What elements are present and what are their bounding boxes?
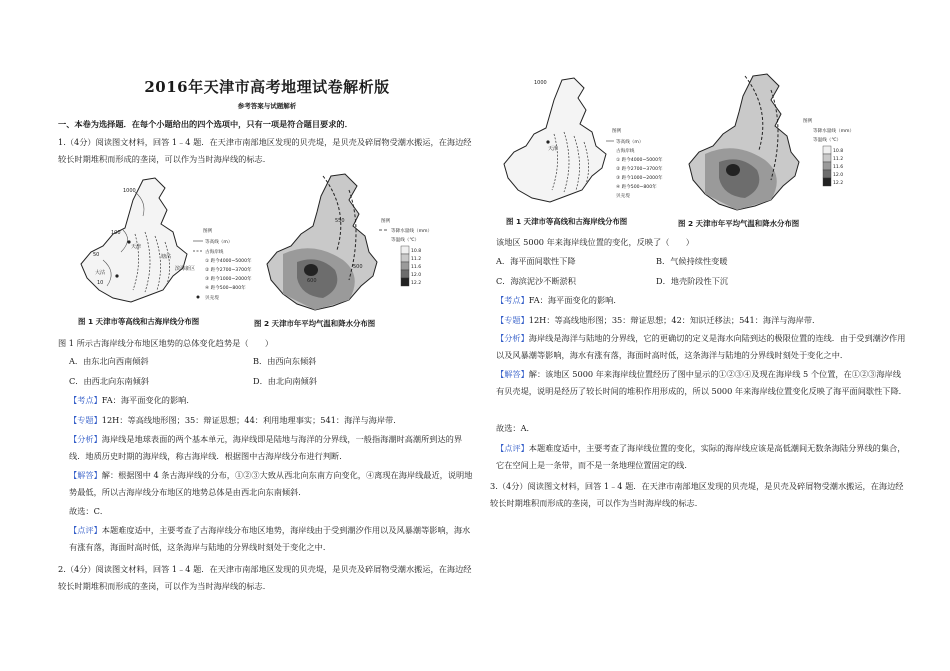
page-title: 2016年天津市高考地理试卷解析版 <box>144 78 390 96</box>
q1-stem: 1.（4分）阅读图文材料，回答 1﹣4 题．在天津市南部地区发现的贝壳堤，是贝壳及碎屑物受潮水搬运，在海边经较长时期堆积而形成的垄岗，可以作为当时海岸线的标志． <box>58 137 472 164</box>
q2-dianping <box>496 440 908 474</box>
fig2r-legend-t2: 11.2 <box>833 157 844 162</box>
fig1-legend-coast: 古海岸线 <box>205 250 224 255</box>
fig2-legend-t1: 10.8 <box>411 249 422 254</box>
q2-stem: 2.（4分）阅读图文材料，回答 1﹣4 题．在天津市南部地区发现的贝壳堤，是贝壳及碎屑物受潮水搬运，在海边经较长时期堆积而形成的垄岗，可以作为当时海岸线的标志． <box>58 564 472 591</box>
fig2-caption: 图 2 天津市年平均气温和降水分布图 <box>254 319 376 328</box>
q1-option-b: B．由西向东倾斜 <box>253 356 317 366</box>
q3-stem: 3.（4分）阅读图文材料，回答 1﹣4 题．在天津市南部地区发现的贝壳堤，是贝壳及碎屑物受潮水搬运，在海边经较长时期堆积而形成的垄岗，可以作为当时海岸线的标志． <box>490 481 904 508</box>
q2-answer: 故选：A． <box>496 423 535 433</box>
fig2-caption-r: 图 2 天津市年平均气温和降水分布图 <box>678 219 800 228</box>
contour-label-50: 50 <box>93 252 100 258</box>
contour-label-1000: 1000 <box>123 188 136 194</box>
fig1-caption: 图 1 天津市等高线和古海岸线分布图 <box>78 317 200 326</box>
fig2-legend-title: 图例 <box>381 219 391 224</box>
fig2r-legend-title: 图例 <box>803 119 813 124</box>
q2-kaodian-tag: 【考点】 <box>496 295 529 305</box>
q1-jieda-text: 解：根据图中 4 条古海岸线的分布，①②③大致从西北向东南方向变化，④离现在海岸线最近，说明地势最低，所以古海岸线分布地区的地势总体是由西北向东南倾斜． <box>69 470 473 497</box>
q1-option-d: D．由北向南倾斜 <box>253 376 317 386</box>
fig1-legend-title: 图例 <box>203 229 213 234</box>
contour-label-1000-r: 1000 <box>534 80 547 86</box>
fig1r-legend-title: 图例 <box>612 129 622 134</box>
fig1r-legend-1: ① 距今4000~5000年 <box>616 158 663 163</box>
place-binhai: 滨海新区 <box>175 266 196 272</box>
q1-zhuanti <box>69 412 476 429</box>
fig1-contour-map <box>73 172 255 312</box>
fig2r-legend-temp: 等温线（℃） <box>813 138 842 143</box>
contour-label-10: 10 <box>97 280 104 286</box>
q1-kaodian <box>69 392 476 409</box>
q1-kaodian-text: FA：海平面变化的影响． <box>101 395 195 405</box>
q2-dianping-tag: 【点评】 <box>496 443 529 453</box>
place-dagu: 大沽 <box>95 270 106 276</box>
fig2r-legend-t3: 11.6 <box>833 165 844 170</box>
precip-value-550: 550 <box>335 218 345 224</box>
fig2r-legend-precip: 等降水量线（mm） <box>813 129 855 134</box>
q2-dianping-text: 本题难度适中，主要考查了海岸线位置的变化，实际的海岸线应该是高低潮间无数条海陆分界线的集合，它在空间上是一条带，而不是一条地理位置固定的线． <box>496 443 906 470</box>
fig2-climate-map-repeat <box>675 70 855 214</box>
precip-value-500: 500 <box>353 264 363 270</box>
fig1-contour-map-repeat <box>500 72 670 214</box>
fig2r-legend-t5: 12.2 <box>833 181 844 186</box>
fig2r-legend-t4: 12.0 <box>833 173 844 178</box>
q2-option-d: D．地壳阶段性下沉 <box>656 276 729 286</box>
q1-question: 图 1 所示古海岸线分布地区地势的总体变化趋势是（ ） <box>58 338 274 348</box>
fig1-legend-4: ④ 距今500~800年 <box>205 286 246 291</box>
fig1r-legend-4: ④ 距今500~800年 <box>616 185 657 190</box>
fig1r-legend-3: ③ 距今1000~2000年 <box>616 176 663 181</box>
q2-jieda-text: 解：该地区 5000 年来海岸线位置经历了图中显示的①②③④及现在海岸线 5 个位置，在①②③海岸线有贝壳堤，说明是经历了较长时间的堆积作用形成的，所以 5000 年来海岸线位置变化反映了海平面间歇性下降． <box>496 369 907 396</box>
fig1-legend-2: ② 距今2700~3700年 <box>205 268 252 273</box>
q1-option-a: A．由东北向西南倾斜 <box>69 356 149 366</box>
q1-fenxi <box>69 431 476 465</box>
fig1-legend-contour: 等高线（m） <box>205 240 233 245</box>
fig1-legend-3: ③ 距今1000~2000年 <box>205 277 252 282</box>
q2-jieda <box>496 366 908 400</box>
q1-kaodian-tag: 【考点】 <box>69 395 102 405</box>
q2-zhuanti-tag: 【专题】 <box>496 315 529 325</box>
q2-fenxi-text: 海岸线是海洋与陆地的分界线，它的更确切的定义是海水向陆到达的极限位置的连线．由于受到潮汐作用以及风暴潮等影响，海水有涨有落，海面时高时低，这条海洋与陆地的分界线时刻处于变化之中． <box>496 333 906 360</box>
q1-option-c: C．由西北向东南倾斜 <box>69 376 149 386</box>
page-subtitle: 参考答案与试题解析 <box>237 102 297 110</box>
fig2-legend-t2: 11.2 <box>411 257 422 262</box>
fig2-legend-precip: 等降水量线（mm） <box>391 229 433 234</box>
q2-kaodian-text: FA：海平面变化的影响． <box>528 295 622 305</box>
place-tianjin: 天津 <box>131 244 142 250</box>
fig2-legend <box>379 217 432 286</box>
fig2-legend-r <box>803 117 854 186</box>
q1-dianping-tag: 【点评】 <box>69 525 102 535</box>
q2-zhuanti <box>496 312 908 329</box>
q1-fenxi-text: 海岸线是地球表面的两个基本单元，海岸线即是陆地与海洋的分界线，一般指海潮时高潮所到达的界线．地质历史时期的海岸线，称古海岸线．根据图中古海岸线分布进行判断． <box>69 434 463 461</box>
fig1r-legend-2: ② 距今2700~3700年 <box>616 167 663 172</box>
section-heading: 一、本卷为选择题．在每个小题给出的四个选项中，只有一项是符合题目要求的． <box>58 119 353 129</box>
q1-dianping-text: 本题难度适中，主要考查了古海岸线分布地区地势，海岸线由于受到潮汐作用以及风暴潮等影响，海水有涨有落，海面时高时低，这条海岸与陆地的分界线时刻处于变化之中． <box>69 525 471 552</box>
q1-zhuanti-text: 12H：等高线地形图；35：辩证思想；44：利用地理事实；541：海洋与海岸带． <box>101 415 402 425</box>
fig1-legend-shell: 贝壳堤 <box>205 296 219 301</box>
precip-value-600: 600 <box>307 278 317 284</box>
fig1r-legend-shell: 贝壳堤 <box>616 194 630 199</box>
q1-zhuanti-tag: 【专题】 <box>69 415 102 425</box>
q2-fenxi <box>496 330 908 364</box>
q1-dianping <box>69 522 476 556</box>
fig1r-legend-coast: 古海岸线 <box>616 149 635 154</box>
fig2-legend-t5: 12.2 <box>411 281 422 286</box>
q2-option-c: C．海滨泥沙不断淤积 <box>496 276 576 286</box>
q2-option-a: A．海平面间歇性下降 <box>496 256 576 266</box>
fig1-legend <box>193 227 252 301</box>
q2-option-b: B．气候持续性变暖 <box>656 256 728 266</box>
q1-answer: 故选：C． <box>69 506 109 516</box>
q2-zhuanti-text: 12H：等高线地形图；35：辩证思想；42：知识迁移法；541：海洋与海岸带． <box>528 315 821 325</box>
fig1-legend-1: ① 距今4000~5000年 <box>205 259 252 264</box>
fig2-legend-t3: 11.6 <box>411 265 422 270</box>
fig2r-legend-t1: 10.8 <box>833 149 844 154</box>
q2-jieda-tag: 【解答】 <box>496 369 529 379</box>
q1-jieda-tag: 【解答】 <box>69 470 102 480</box>
place-tianjin-r: 天津 <box>548 146 559 152</box>
fig2-legend-temp: 等温线（℃） <box>391 238 420 243</box>
q1-jieda <box>69 467 476 501</box>
fig2-legend-t4: 12.0 <box>411 273 422 278</box>
q2-kaodian <box>496 292 908 309</box>
q2-fenxi-tag: 【分析】 <box>496 333 529 343</box>
fig1-caption-r: 图 1 天津市等高线和古海岸线分布图 <box>506 217 628 226</box>
fig1-legend-r <box>606 127 663 199</box>
place-tanggu: 塘沽 <box>161 254 172 260</box>
contour-label-100: 100 <box>111 230 121 236</box>
q2-question: 该地区 5000 年来海岸线位置的变化，反映了（ ） <box>496 237 694 247</box>
fig2-climate-map <box>253 170 433 314</box>
fig1r-legend-contour: 等高线（m） <box>616 140 644 145</box>
q1-fenxi-tag: 【分析】 <box>69 434 102 444</box>
